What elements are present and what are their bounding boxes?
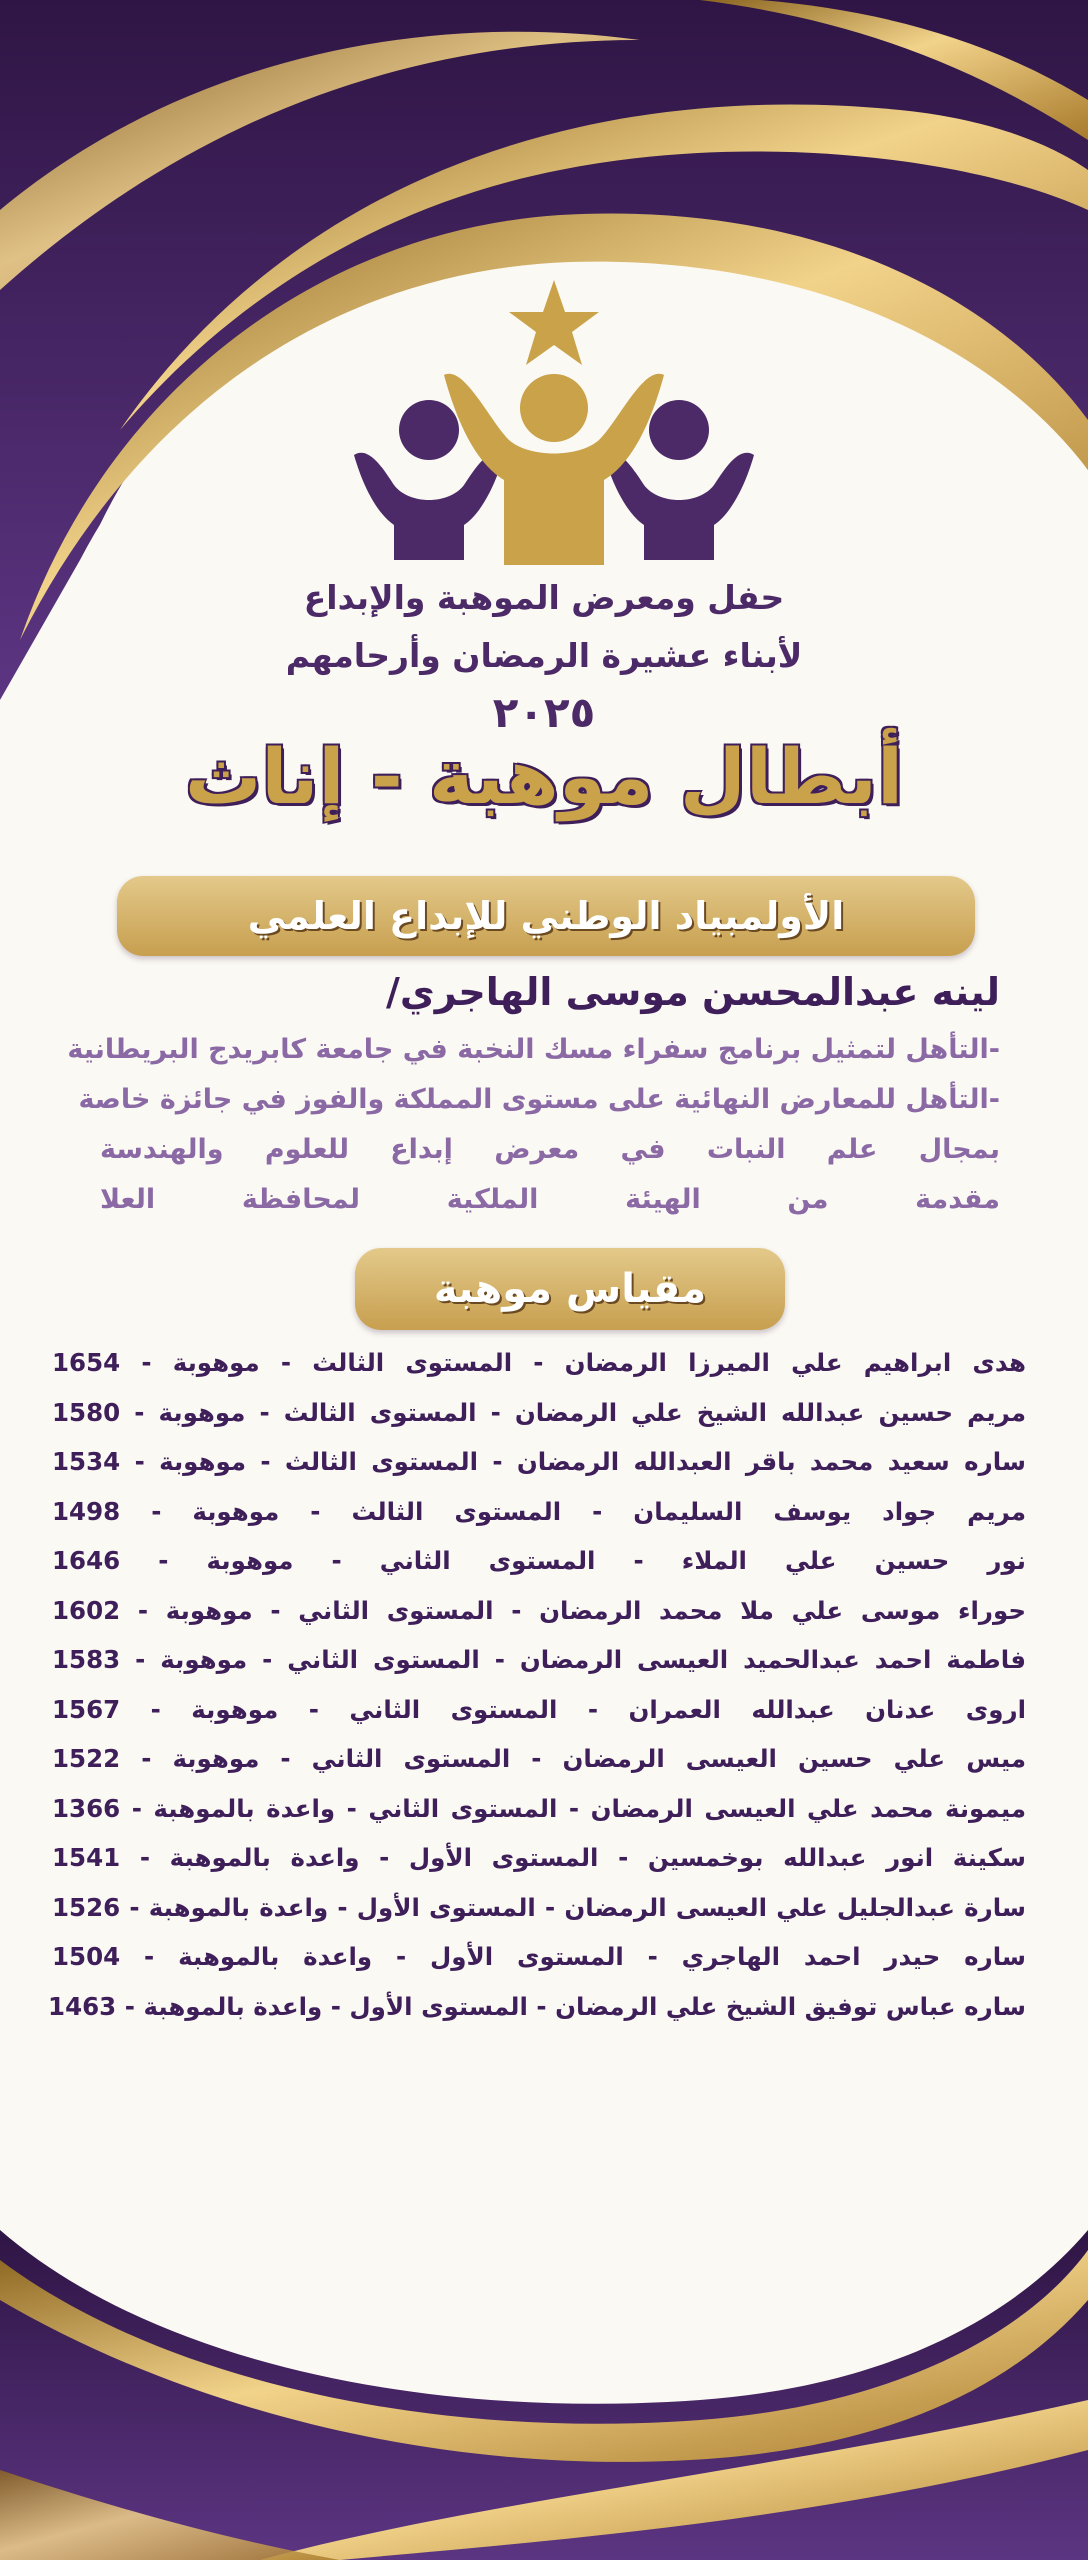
student-row: مريم حسين عبدالله الشيخ علي الرمضان - المستوى الثالث - موهوبة - 1580 xyxy=(52,1397,1026,1427)
student-row: ساره عباس توفيق الشيخ علي الرمضان - المستوى الأول - واعدة بالموهبة - 1463 xyxy=(48,1991,1026,2021)
student-row: حوراء موسى علي ملا محمد الرمضان - المستوى الثاني - موهوبة - 1602 xyxy=(52,1595,1026,1625)
right-person-head xyxy=(649,400,709,460)
student-row: ميس علي حسين العيسى الرمضان - المستوى الثاني - موهوبة - 1522 xyxy=(52,1744,1026,1773)
student-row: فاطمة احمد عبدالحميد العيسى الرمضان - المستوى الثاني - موهوبة - 1583 xyxy=(52,1645,1026,1674)
olympiad-achievement-line: -التأهل للمعارض النهائية على مستوى المملكة والفوز في جائزة خاصة xyxy=(78,1084,1000,1115)
right-person-body xyxy=(604,453,754,560)
olympiad-achievement-line: مقدمة من الهيئة الملكية لمحافظة العلا xyxy=(100,1184,1000,1215)
left-person-body xyxy=(354,453,504,560)
student-row: ساره سعيد محمد باقر العبدالله الرمضان - المستوى الثالث - موهوبة - 1534 xyxy=(52,1447,1026,1476)
student-row: اروى عدنان عبدالله العمران - المستوى الثاني - موهوبة - 1567 xyxy=(52,1694,1026,1724)
center-person-head xyxy=(520,374,588,442)
student-row: ميمونة محمد علي العيسى الرمضان - المستوى الثاني - واعدة بالموهبة - 1366 xyxy=(52,1793,1026,1823)
event-subtitle-line: لأبناء عشيرة الرمضان وأرحامهم xyxy=(285,636,803,675)
mawhiba-banner xyxy=(355,1248,785,1330)
mawhiba-banner-label: مقياس موهبة xyxy=(433,1266,707,1312)
main-title: أبطال موهبة - إناث xyxy=(184,732,904,821)
event-title-line: حفل ومعرض الموهبة والإبداع xyxy=(303,578,785,617)
olympiad-banner xyxy=(117,876,975,956)
event-year: ٢٠٢٥ xyxy=(492,688,596,737)
student-row: هدى ابراهيم علي الميرزا الرمضان - المستوى الثالث - موهوبة - 1654 xyxy=(52,1348,1026,1377)
student-row: مريم جواد يوسف السليمان - المستوى الثالث - موهوبة - 1498 xyxy=(52,1496,1026,1526)
student-row: نور حسين علي الملاء - المستوى الثاني - موهوبة - 1646 xyxy=(52,1546,1026,1575)
olympiad-achievement-line: بمجال علم النبات في معرض إبداع للعلوم والهندسة xyxy=(100,1134,1000,1165)
student-row: سارة عبدالجليل علي العيسى الرمضان - المستوى الأول - واعدة بالموهبة - 1526 xyxy=(52,1892,1026,1922)
olympiad-student-name: لينه عبدالمحسن موسى الهاجري/ xyxy=(385,970,1000,1014)
olympiad-achievement-line: -التأهل لتمثيل برنامج سفراء مسك النخبة في جامعة كابريدج البريطانية xyxy=(67,1034,1000,1065)
student-row: ساره حيدر احمد الهاجري - المستوى الأول - واعدة بالموهبة - 1504 xyxy=(52,1942,1026,1971)
three-people-with-star-logo xyxy=(344,270,764,570)
star-icon xyxy=(509,280,599,365)
students-list xyxy=(48,1338,1026,2031)
left-person-head xyxy=(399,400,459,460)
student-row: سكينة انور عبدالله بوخمسين - المستوى الأول - واعدة بالموهبة - 1541 xyxy=(52,1843,1026,1872)
olympiad-banner-label: الأولمبياد الوطني للإبداع العلمي xyxy=(247,894,845,938)
